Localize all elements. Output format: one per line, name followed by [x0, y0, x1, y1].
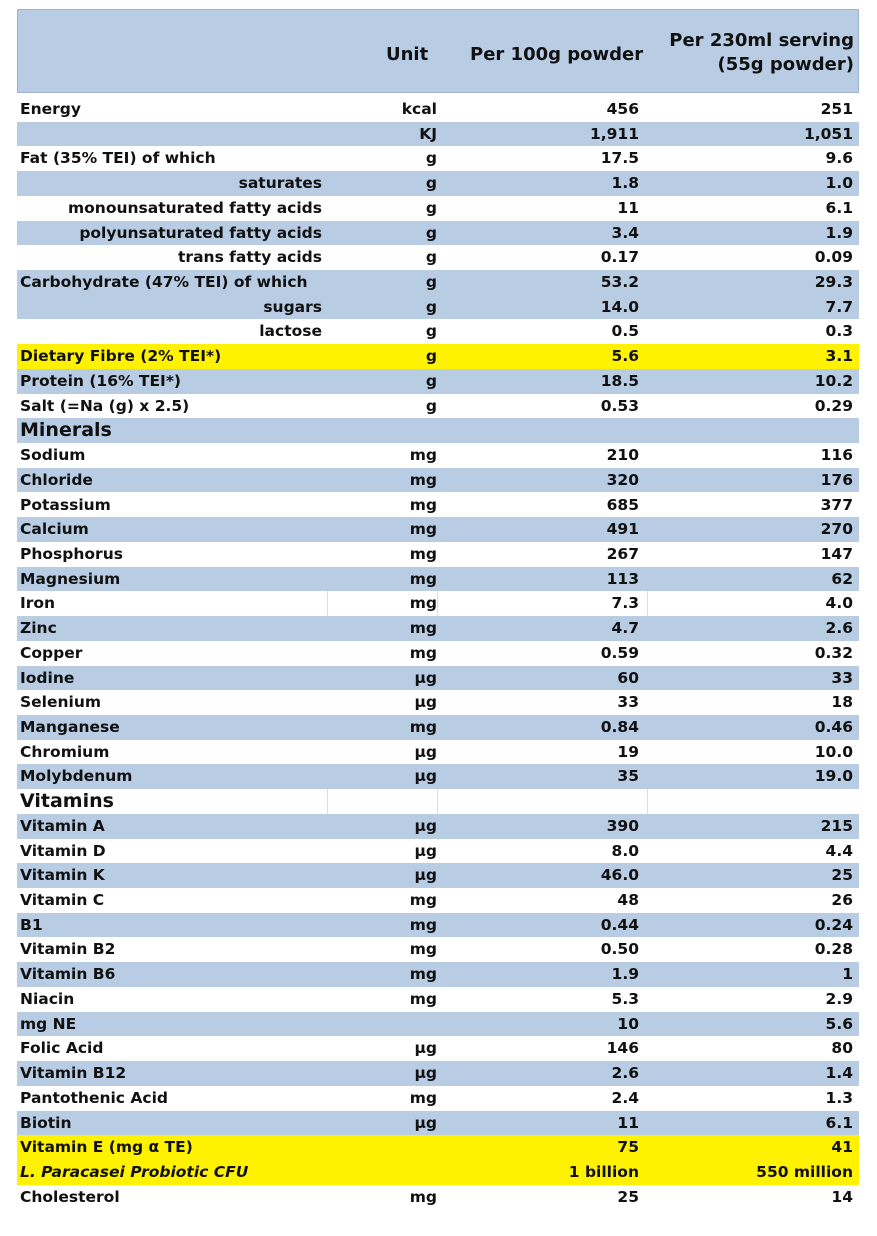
per-100g-cell: 14.0 [600, 297, 639, 316]
unit-cell [327, 1135, 437, 1160]
section-header-row [17, 789, 859, 814]
per-100g-cell: 60 [617, 668, 639, 687]
table-row [17, 196, 859, 221]
per-serving-cell: 1.9 [825, 223, 853, 242]
table-row [17, 468, 859, 493]
per-100g-cell [437, 789, 639, 814]
per-serving-cell: 62 [831, 569, 853, 588]
table-row [17, 146, 859, 171]
per-serving-header-line2: (55g powder) [717, 54, 854, 75]
per-100g-cell: 19 [617, 742, 639, 761]
unit-cell: µg [414, 742, 437, 761]
per-100g-cell: 7.3 [437, 591, 639, 616]
table-row [17, 97, 859, 122]
table-row [17, 740, 859, 765]
unit-cell: g [425, 297, 437, 316]
per-serving-cell: 10.0 [814, 742, 853, 761]
unit-cell: g [425, 396, 437, 415]
per-100g-cell: 2.6 [611, 1064, 639, 1083]
table-row [17, 517, 859, 542]
table-row [17, 888, 859, 913]
unit-cell: µg [414, 767, 437, 786]
nutrient-label: mg NE [20, 1014, 77, 1033]
per-serving-cell: 0.09 [814, 248, 853, 267]
table-row [17, 171, 859, 196]
table-row [17, 295, 859, 320]
unit-cell [327, 1160, 437, 1185]
per-100g-cell: 35 [617, 767, 639, 786]
per-serving-cell: 1 [842, 965, 853, 984]
unit-cell: mg [409, 520, 437, 539]
per-100g-cell: 46.0 [600, 866, 639, 885]
unit-cell [327, 1012, 437, 1037]
nutrient-label: Vitamin B2 [20, 940, 116, 959]
nutrient-label: Vitamin D [20, 841, 106, 860]
per-100g-cell: 2.4 [611, 1088, 639, 1107]
unit-cell: µg [414, 668, 437, 687]
nutrient-label: Vitamin C [20, 891, 105, 910]
table-row [17, 764, 859, 789]
nutrient-label: sugars [263, 297, 322, 316]
per-100g-cell: 5.3 [611, 989, 639, 1008]
per-100g-cell: 48 [617, 891, 639, 910]
table-row [17, 913, 859, 938]
nutrient-label: Iodine [20, 668, 75, 687]
table-row [17, 1061, 859, 1086]
nutrient-label: Carbohydrate (47% TEI) of which [20, 273, 308, 292]
per-serving-cell: 270 [820, 520, 853, 539]
unit-cell: mg [409, 940, 437, 959]
unit-cell: µg [414, 866, 437, 885]
nutrient-label: Cholesterol [20, 1187, 120, 1206]
per-serving-cell: 1.4 [825, 1064, 853, 1083]
per-100g-cell: 25 [617, 1187, 639, 1206]
per-serving-cell [647, 418, 853, 443]
per-serving-cell: 4.4 [825, 841, 853, 860]
table-row [17, 319, 859, 344]
table-row [17, 493, 859, 518]
per-serving-cell: 80 [831, 1039, 853, 1058]
unit-cell: mg [409, 569, 437, 588]
nutrient-label: Manganese [20, 718, 120, 736]
per-serving-cell: 0.29 [814, 396, 853, 415]
per-serving-header-line1: Per 230ml serving [669, 30, 854, 51]
nutrient-label: Chloride [20, 470, 93, 489]
per-serving-cell: 5.6 [825, 1014, 853, 1033]
per-serving-cell: 0.24 [814, 915, 853, 934]
unit-cell: g [425, 347, 437, 366]
nutrient-label: Energy [20, 100, 81, 118]
unit-cell: g [425, 322, 437, 341]
per-100g-cell: 0.84 [600, 718, 639, 736]
nutrient-label: L. Paracasei Probiotic CFU [20, 1162, 249, 1181]
per-100g-cell: 210 [606, 446, 639, 465]
unit-cell: µg [414, 1064, 437, 1083]
per-100g-cell: 0.5 [611, 322, 639, 341]
table-row [17, 542, 859, 567]
per-serving-cell: 377 [820, 495, 853, 514]
nutrient-label: Calcium [20, 520, 89, 539]
unit-cell [327, 418, 437, 443]
table-row [17, 1111, 859, 1136]
nutrient-label: Vitamin B6 [20, 965, 116, 984]
table-header [17, 9, 859, 93]
per-100g-cell: 33 [617, 693, 639, 712]
per-100g-cell: 5.6 [611, 347, 639, 366]
nutrient-label: Niacin [20, 989, 75, 1008]
nutrient-label: Molybdenum [20, 767, 133, 786]
per-serving-cell: 1.3 [825, 1088, 853, 1107]
table-row [17, 344, 859, 369]
unit-cell: mg [409, 619, 437, 638]
nutrition-table [17, 9, 859, 1226]
per-serving-cell: 0.3 [825, 322, 853, 341]
per-100g-cell: 685 [606, 495, 639, 514]
table-row [17, 962, 859, 987]
unit-cell: mg [409, 446, 437, 465]
per-100g-cell: 0.50 [600, 940, 639, 959]
nutrient-label: Protein (16% TEI*) [20, 371, 182, 390]
per-serving-cell: 550 million [756, 1162, 853, 1181]
unit-cell: mg [409, 495, 437, 514]
unit-cell: µg [414, 816, 437, 835]
per-serving-cell: 25 [831, 866, 853, 885]
nutrient-label: lactose [259, 322, 322, 341]
table-row [17, 1086, 859, 1111]
per-100g-cell: 0.53 [600, 396, 639, 415]
table-row [17, 270, 859, 295]
per-serving-cell: 176 [820, 470, 853, 489]
per-serving-cell: 18 [831, 693, 853, 712]
table-row [17, 690, 859, 715]
table-row [17, 641, 859, 666]
per-100g-cell: 146 [606, 1039, 639, 1058]
per-100g-cell: 17.5 [600, 149, 639, 168]
table-row [17, 616, 859, 641]
nutrient-label: Iron [20, 594, 56, 613]
table-row [17, 369, 859, 394]
per-100g-cell: 491 [606, 520, 639, 539]
per-100g-cell: 18.5 [600, 371, 639, 390]
unit-cell: mg [409, 718, 437, 736]
table-row [17, 567, 859, 592]
per-100g-cell: 1.8 [611, 174, 639, 193]
nutrient-label: Fat (35% TEI) of which [20, 149, 216, 168]
unit-cell: µg [414, 693, 437, 712]
table-row [17, 715, 859, 740]
unit-cell: g [425, 223, 437, 242]
nutrient-label: Magnesium [20, 569, 121, 588]
per-100g-cell: 1,911 [589, 124, 639, 143]
per-100g-cell: 4.7 [611, 619, 639, 638]
nutrient-label: B1 [20, 915, 43, 934]
per-serving-cell: 10.2 [814, 371, 853, 390]
table-row [17, 1012, 859, 1037]
unit-cell: g [425, 273, 437, 292]
unit-cell: µg [414, 1113, 437, 1132]
nutrient-label: Vitamin A [20, 816, 105, 835]
nutrient-label: Dietary Fibre (2% TEI*) [20, 347, 222, 366]
per-serving-cell: 26 [831, 891, 853, 910]
nutrient-label: Vitamin K [20, 866, 105, 885]
table-row [17, 443, 859, 468]
unit-cell: g [425, 198, 437, 217]
per-100g-cell: 0.59 [600, 643, 639, 662]
nutrient-label: saturates [238, 174, 322, 193]
per-serving-cell: 14 [831, 1187, 853, 1206]
nutrient-label: Phosphorus [20, 544, 123, 563]
nutrient-label: Sodium [20, 446, 86, 465]
per-100g-cell: 11 [617, 1113, 639, 1132]
per-100g-cell: 8.0 [611, 841, 639, 860]
section-header-row [17, 418, 859, 443]
unit-cell: mg [327, 591, 437, 616]
table-row [17, 1160, 859, 1185]
unit-cell: KJ [419, 124, 437, 143]
per-100g-cell [437, 418, 639, 443]
unit-cell: kcal [401, 100, 437, 118]
unit-cell [327, 789, 437, 814]
nutrient-label: trans fatty acids [178, 248, 322, 267]
table-row [17, 937, 859, 962]
unit-cell: mg [409, 989, 437, 1008]
table-row [17, 1135, 859, 1160]
table-row [17, 591, 859, 616]
per-serving-cell: 147 [820, 544, 853, 563]
unit-cell: mg [409, 1187, 437, 1206]
unit-cell: mg [409, 965, 437, 984]
nutrient-label: Vitamin E (mg α TE) [20, 1138, 193, 1157]
unit-cell: mg [409, 643, 437, 662]
nutrient-label: Folic Acid [20, 1039, 104, 1058]
nutrient-label: Salt (=Na (g) x 2.5) [20, 396, 190, 415]
unit-cell: µg [414, 841, 437, 860]
nutrient-label: Copper [20, 643, 83, 662]
per-100g-cell: 1 billion [568, 1162, 639, 1181]
per-serving-cell: 7.7 [825, 297, 853, 316]
per-serving-cell: 9.6 [825, 149, 853, 168]
per-serving-cell: 0.28 [814, 940, 853, 959]
unit-cell: mg [409, 544, 437, 563]
nutrient-label: polyunsaturated fatty acids [79, 223, 322, 242]
nutrient-label: Chromium [20, 742, 110, 761]
unit-cell: µg [414, 1039, 437, 1058]
per-serving-cell: 1,051 [803, 124, 853, 143]
per-serving-cell: 0.32 [814, 643, 853, 662]
table-row [17, 814, 859, 839]
unit-cell: g [425, 371, 437, 390]
nutrient-label: Biotin [20, 1113, 72, 1132]
nutrient-label: Selenium [20, 693, 102, 712]
unit-cell: g [425, 174, 437, 193]
per-serving-cell: 116 [820, 446, 853, 465]
per-100g-cell: 1.9 [611, 965, 639, 984]
per-serving-cell: 6.1 [825, 198, 853, 217]
per-serving-cell: 19.0 [814, 767, 853, 786]
section-title: Vitamins [20, 790, 114, 813]
table-row [17, 987, 859, 1012]
per-serving-cell: 2.9 [825, 989, 853, 1008]
nutrient-label: Zinc [20, 619, 57, 638]
unit-cell: mg [409, 891, 437, 910]
table-row [17, 122, 859, 147]
unit-cell: mg [409, 470, 437, 489]
per-serving-cell: 29.3 [814, 273, 853, 292]
table-row [17, 666, 859, 691]
per-serving-cell: 33 [831, 668, 853, 687]
per-100g-cell: 75 [617, 1138, 639, 1157]
per-serving-cell: 251 [820, 100, 853, 118]
table-row [17, 221, 859, 246]
per-100g-cell: 456 [606, 100, 639, 118]
per-serving-column-header [654, 29, 854, 77]
table-row [17, 245, 859, 270]
table-row [17, 394, 859, 419]
table-row [17, 863, 859, 888]
per-serving-cell [647, 789, 853, 814]
section-title: Minerals [20, 419, 112, 442]
per-100g-cell: 3.4 [611, 223, 639, 242]
per-serving-cell: 6.1 [825, 1113, 853, 1132]
per-100g-cell: 113 [606, 569, 639, 588]
per-100g-cell: 0.44 [600, 915, 639, 934]
nutrient-label: monounsaturated fatty acids [67, 198, 322, 217]
per-100g-cell: 0.17 [600, 248, 639, 267]
unit-cell: g [425, 149, 437, 168]
nutrient-label: Vitamin B12 [20, 1064, 127, 1083]
per-serving-cell: 2.6 [825, 619, 853, 638]
per-serving-cell: 215 [820, 816, 853, 835]
nutrient-label: Pantothenic Acid [20, 1088, 168, 1107]
per-100g-cell: 10 [617, 1014, 639, 1033]
table-row [17, 839, 859, 864]
per-serving-cell: 0.46 [814, 718, 853, 736]
per-100g-cell: 320 [606, 470, 639, 489]
per-100g-column-header: Per 100g powder [470, 44, 644, 65]
unit-cell: g [425, 248, 437, 267]
per-100g-cell: 53.2 [600, 273, 639, 292]
per-100g-cell: 11 [617, 198, 639, 217]
table-row [17, 1185, 859, 1210]
per-serving-cell: 3.1 [825, 347, 853, 366]
per-100g-cell: 267 [606, 544, 639, 563]
nutrient-label: Potassium [20, 495, 111, 514]
unit-cell: mg [409, 1088, 437, 1107]
unit-cell: mg [409, 915, 437, 934]
per-100g-cell: 390 [606, 816, 639, 835]
table-row [17, 1036, 859, 1061]
per-serving-cell: 41 [831, 1138, 853, 1157]
per-serving-cell: 1.0 [825, 174, 853, 193]
unit-column-header: Unit [386, 44, 429, 65]
per-serving-cell: 4.0 [647, 591, 853, 616]
